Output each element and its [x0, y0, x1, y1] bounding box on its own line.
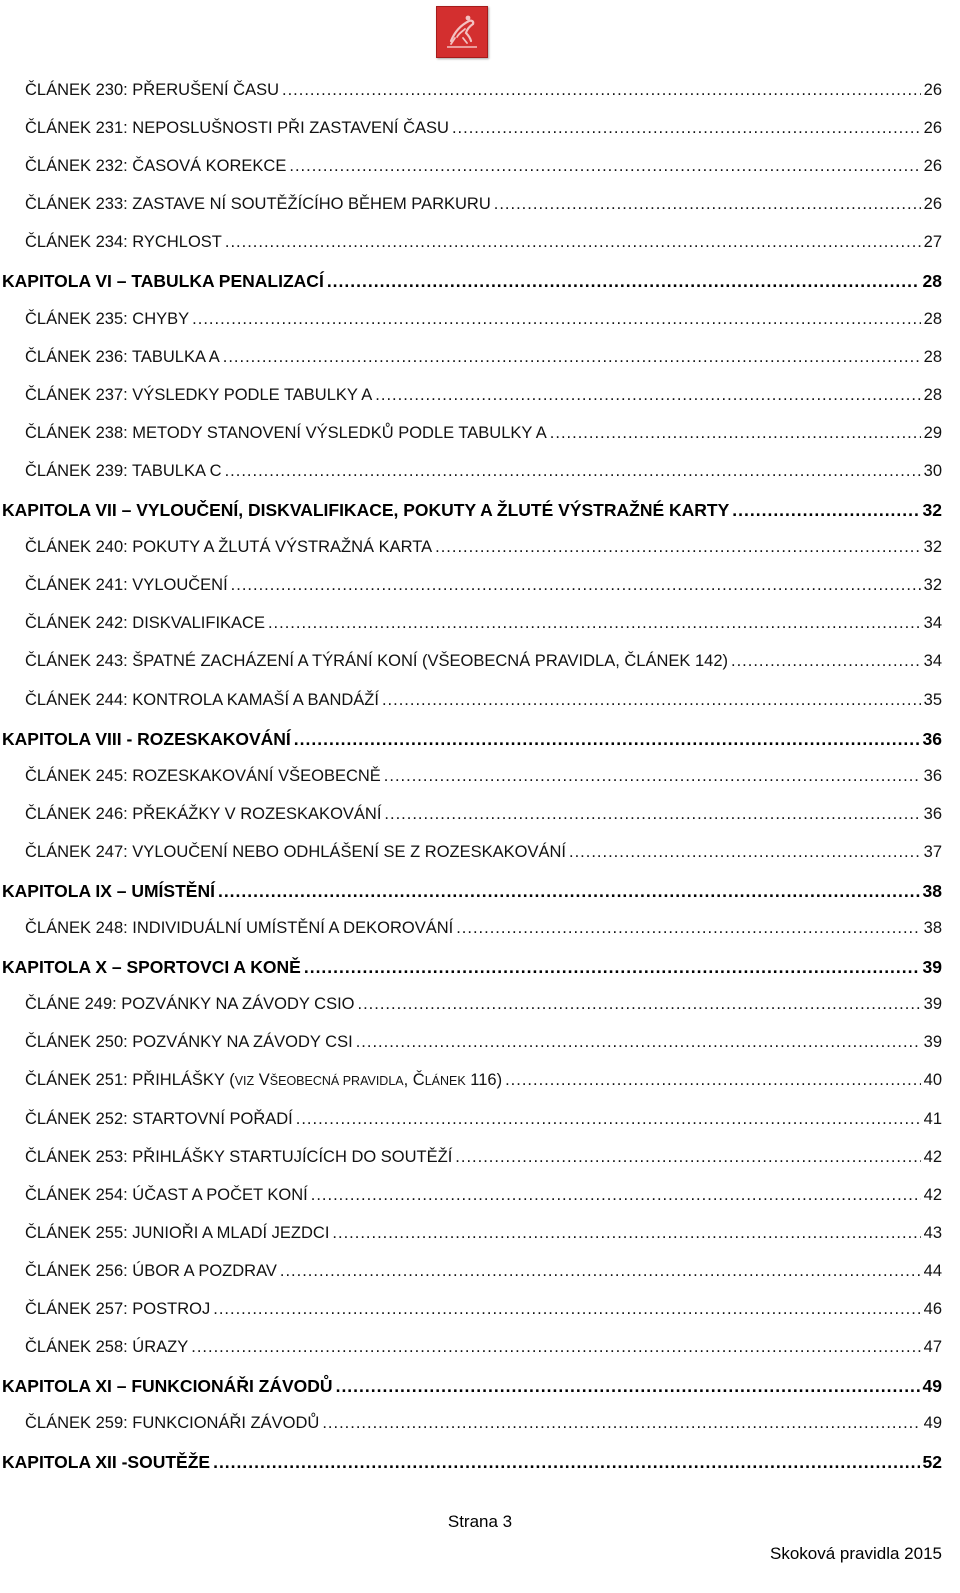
toc-chapter-entry[interactable] [0, 500, 942, 538]
toc-entry-title: ČLÁNEK 237: VÝSLEDKY PODLE TABULKY A [25, 385, 373, 404]
toc-entry-title: ČLÁNEK 241: VYLOUČENÍ [25, 576, 228, 595]
toc-article-entry[interactable] [0, 652, 942, 690]
toc-entry-title: KAPITOLA XI – FUNKCIONÁŘI ZÁVODŮ [2, 1376, 333, 1397]
toc-page-number: 38 [922, 880, 942, 901]
toc-page-number: 47 [923, 1338, 942, 1357]
dot-leader [382, 691, 921, 710]
dot-leader [327, 271, 920, 292]
toc-page-number: 39 [923, 995, 942, 1014]
toc-entry-title: ČLÁNEK 233: ZASTAVE NÍ SOUTĚŽÍCÍHO BĚHEM PARKURU [25, 195, 491, 214]
toc-chapter-entry[interactable] [0, 729, 942, 767]
toc-page-number: 44 [923, 1261, 942, 1280]
toc-article-entry[interactable] [0, 1262, 942, 1300]
dot-leader [268, 614, 921, 633]
dot-leader [505, 1071, 921, 1090]
logo-graphic [437, 7, 487, 57]
toc-entry-title: KAPITOLA VI – TABULKA PENALIZACÍ [2, 271, 324, 292]
toc-entry-title-part: V [254, 1071, 270, 1090]
toc-page-number: 27 [923, 233, 942, 252]
dot-leader [296, 1110, 921, 1129]
page-number: Strana 3 [447, 1512, 513, 1531]
toc-article-entry[interactable] [0, 1338, 942, 1376]
toc-article-entry[interactable] [0, 805, 942, 843]
toc-entry-title: ČLÁNEK 256: ÚBOR A POZDRAV [25, 1261, 277, 1280]
dot-leader [456, 919, 920, 938]
toc-entry-title: ČLÁNEK 255: JUNIOŘI A MLADÍ JEZDCI [25, 1223, 330, 1242]
toc-page-number: 26 [923, 81, 942, 99]
dot-leader [322, 1414, 920, 1433]
toc-entry-title-part: 116) [465, 1071, 503, 1090]
toc-entry-title: ČLÁNEK 245: ROZESKAKOVÁNÍ VŠEOBECNĚ [25, 766, 381, 785]
toc-article-entry[interactable] [0, 1414, 942, 1452]
dot-leader [294, 729, 920, 750]
dot-leader [231, 576, 921, 595]
dot-leader [289, 157, 920, 176]
toc-page-number: 26 [923, 157, 942, 176]
dot-leader [223, 348, 921, 367]
toc-page-number: 26 [923, 195, 942, 214]
toc-entry-title: ČLÁNEK 242: DISKVALIFIKACE [25, 614, 265, 633]
toc-article-entry[interactable] [0, 538, 942, 576]
toc-entry-title [25, 1071, 502, 1090]
dot-leader [218, 881, 920, 902]
toc-entry-title: ČLÁNEK 254: ÚČAST A POČET KONÍ [25, 1185, 308, 1204]
toc-page-number: 36 [923, 766, 942, 785]
dot-leader [731, 652, 921, 671]
dot-leader [191, 1338, 920, 1357]
dot-leader [192, 310, 920, 329]
toc-entry-title-part: VIZ [234, 1074, 255, 1089]
toc-entry-title-part: ŠEOBECNÁ PRAVIDLA [269, 1074, 404, 1089]
toc-chapter-entry[interactable] [0, 881, 942, 919]
toc-article-entry[interactable] [0, 1110, 942, 1148]
toc-entry-title: ČLÁNEK 244: KONTROLA KAMAŠÍ A BANDÁŽÍ [25, 690, 379, 709]
toc-page-number: 38 [923, 919, 942, 938]
dot-leader [213, 1452, 919, 1473]
toc-page-number: 26 [923, 119, 942, 138]
dot-leader [550, 424, 921, 443]
toc-page-number: 34 [923, 614, 942, 633]
toc-page-number: 28 [923, 347, 942, 366]
toc-article-entry[interactable] [0, 1300, 942, 1338]
dot-leader [452, 119, 921, 138]
toc-entry-title: ČLÁNEK 247: VYLOUČENÍ NEBO ODHLÁŠENÍ SE Z ROZESKAKOVÁNÍ [25, 842, 566, 861]
toc-article-entry[interactable] [0, 81, 942, 119]
toc-entry-title: ČLÁNEK 239: TABULKA C [25, 461, 222, 480]
toc-entry-title: KAPITOLA X – SPORTOVCI A KONĚ [2, 957, 301, 978]
toc-article-entry[interactable] [0, 1071, 942, 1109]
toc-article-entry[interactable] [0, 767, 942, 805]
toc-page-number: 49 [923, 1414, 942, 1433]
toc-entry-title: ČLÁNEK 252: STARTOVNÍ POŘADÍ [25, 1109, 293, 1128]
toc-entry-title: ČLÁNEK 253: PŘIHLÁŠKY STARTUJÍCÍCH DO SOUTĚŽÍ [25, 1147, 453, 1166]
toc-article-entry[interactable] [0, 233, 942, 271]
toc-entry-title: ČLÁNEK 230: PŘERUŠENÍ ČASU [25, 81, 280, 99]
toc-page-number: 29 [923, 423, 942, 442]
toc-chapter-entry[interactable] [0, 1452, 942, 1490]
toc-chapter-entry[interactable] [0, 957, 942, 995]
dot-leader [356, 1033, 921, 1052]
dot-leader [375, 386, 920, 405]
toc-chapter-entry[interactable] [0, 1376, 942, 1414]
toc-page-number: 28 [923, 385, 942, 404]
toc-page-number: 52 [922, 1452, 942, 1473]
toc-entry-title: KAPITOLA IX – UMÍSTĚNÍ [2, 880, 215, 901]
toc-entry-title: ČLÁNEK 250: POZVÁNKY NA ZÁVODY CSI [25, 1033, 353, 1052]
toc-page-number: 39 [923, 1033, 942, 1052]
toc-article-entry[interactable] [0, 843, 942, 881]
toc-article-entry[interactable] [0, 386, 942, 424]
toc-article-entry[interactable] [0, 1186, 942, 1224]
toc-page-number: 28 [923, 309, 942, 328]
toc-page-number: 36 [923, 804, 942, 823]
toc-page-number: 39 [922, 957, 942, 978]
toc-article-entry[interactable] [0, 1148, 942, 1186]
toc-page-number: 32 [922, 500, 942, 521]
dot-leader [225, 233, 921, 252]
toc-entry-title: KAPITOLA XII -SOUTĚŽE [2, 1452, 211, 1473]
toc-article-entry[interactable] [0, 119, 942, 157]
toc-article-entry[interactable] [0, 1033, 942, 1071]
toc-page-number: 34 [923, 652, 942, 671]
dot-leader [384, 767, 921, 786]
dot-leader [358, 995, 921, 1014]
toc-entry-title: ČLÁNEK 246: PŘEKÁŽKY V ROZESKAKOVÁNÍ [25, 804, 382, 823]
toc-page-number: 42 [923, 1147, 942, 1166]
toc-entry-title: ČLÁNEK 236: TABULKA A [25, 347, 220, 366]
dot-leader [384, 805, 920, 824]
toc-page-number: 42 [923, 1185, 942, 1204]
document-title: Skoková pravidla 2015 [769, 1544, 942, 1563]
dot-leader [455, 1148, 920, 1167]
toc-entry-title: KAPITOLA VIII - ROZESKAKOVÁNÍ [2, 728, 291, 749]
toc-page-number: 41 [923, 1109, 942, 1128]
toc-entry-title: ČLÁNEK 259: FUNKCIONÁŘI ZÁVODŮ [25, 1414, 320, 1433]
toc-article-entry[interactable] [0, 348, 942, 386]
toc-entry-title: ČLÁNEK 243: ŠPATNÉ ZACHÁZENÍ A TÝRÁNÍ KONÍ (VŠEOBECNÁ PRAVIDLA, ČLÁNEK 142) [25, 652, 728, 671]
dot-leader [311, 1186, 921, 1205]
toc-page-number: 37 [923, 842, 942, 861]
toc-article-entry[interactable] [0, 310, 942, 348]
toc-article-entry[interactable] [0, 157, 942, 195]
toc-page-number: 35 [923, 690, 942, 709]
toc-article-entry[interactable] [0, 919, 942, 957]
toc-entry-title: KAPITOLA VII – VYLOUČENÍ, DISKVALIFIKACE, POKUTY A ŽLUTÉ VÝSTRAŽNÉ KARTY [2, 500, 730, 521]
toc-entry-title: ČLÁNE 249: POZVÁNKY NA ZÁVODY CSIO [25, 995, 355, 1014]
toc-article-entry[interactable] [0, 195, 942, 233]
toc-article-entry[interactable] [0, 614, 942, 652]
toc-article-entry[interactable] [0, 995, 942, 1033]
dot-leader [435, 538, 921, 557]
toc-page-number: 49 [922, 1376, 942, 1397]
toc-entry-title-part: LÁNEK [424, 1074, 466, 1089]
dot-leader [732, 500, 919, 521]
dot-leader [304, 957, 920, 978]
toc-entry-title: ČLÁNEK 234: RYCHLOST [25, 233, 222, 252]
toc-page-number: 43 [923, 1223, 942, 1242]
toc-article-entry[interactable] [0, 462, 942, 500]
toc-entry-title: ČLÁNEK 235: CHYBY [25, 309, 190, 328]
dot-leader [494, 195, 921, 214]
toc-page-number: 32 [923, 576, 942, 595]
dot-leader [332, 1224, 920, 1243]
toc-page-number: 28 [922, 271, 942, 292]
toc-page-number: 46 [923, 1300, 942, 1318]
toc-entry-title: ČLÁNEK 240: POKUTY A ŽLUTÁ VÝSTRAŽNÁ KARTA [25, 538, 433, 557]
toc-entry-title-part: , Č [403, 1071, 425, 1090]
toc-entry-title: ČLÁNEK 258: ÚRAZY [25, 1338, 189, 1357]
dot-leader [336, 1376, 920, 1397]
toc-article-entry[interactable] [0, 1224, 942, 1262]
toc-entry-title-part: ČLÁNEK 251: PŘIHLÁŠKY ( [25, 1071, 235, 1090]
dot-leader [280, 1262, 921, 1281]
toc-entry-title: ČLÁNEK 232: ČASOVÁ KOREKCE [25, 157, 287, 176]
toc-entry-title: ČLÁNEK 231: NEPOSLUŠNOSTI PŘI ZASTAVENÍ ČASU [25, 119, 449, 138]
toc-entry-title: ČLÁNEK 248: INDIVIDUÁLNÍ UMÍSTĚNÍ A DEKOROVÁNÍ [25, 919, 454, 938]
toc-page-number: 36 [922, 728, 942, 749]
dot-leader [569, 843, 921, 862]
toc-page-number: 40 [923, 1071, 942, 1090]
toc-chapter-entry[interactable] [0, 271, 942, 309]
table-of-contents [0, 81, 942, 1490]
horse-jumping-logo-icon [436, 6, 488, 58]
dot-leader [213, 1300, 920, 1319]
toc-page-number: 30 [923, 461, 942, 480]
toc-article-entry[interactable] [0, 424, 942, 462]
dot-leader [225, 462, 921, 481]
dot-leader [282, 81, 921, 100]
toc-entry-title: ČLÁNEK 257: POSTROJ [25, 1300, 211, 1318]
toc-entry-title: ČLÁNEK 238: METODY STANOVENÍ VÝSLEDKŮ PODLE TABULKY A [25, 423, 547, 442]
toc-article-entry[interactable] [0, 576, 942, 614]
toc-page-number: 32 [923, 538, 942, 557]
toc-article-entry[interactable] [0, 691, 942, 729]
